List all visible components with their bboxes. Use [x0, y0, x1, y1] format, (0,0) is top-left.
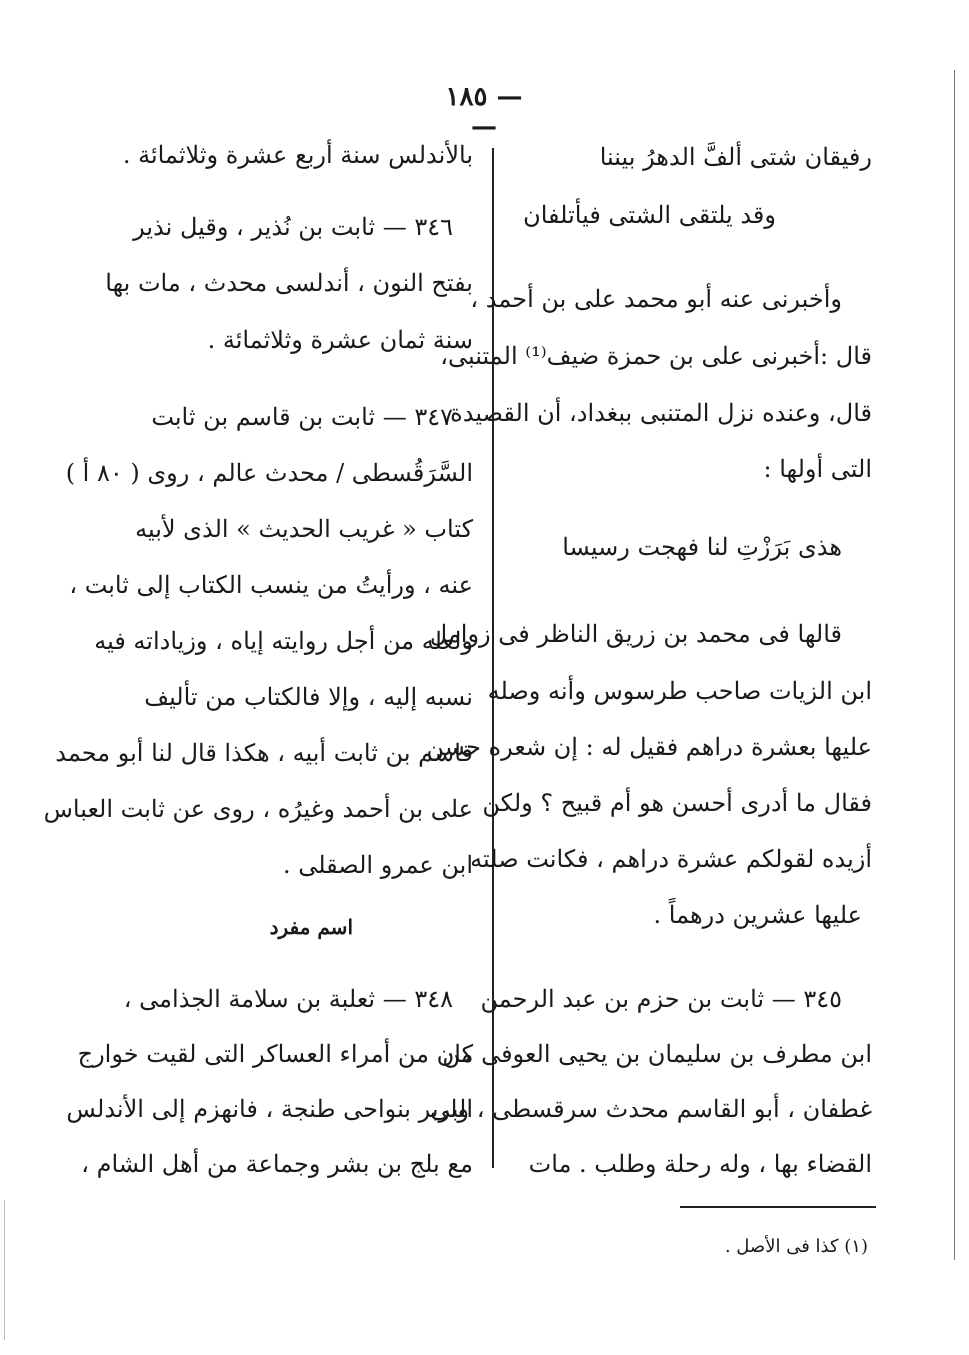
entry-heading-line: ٣٤٥ — ثابت بن حزم بن عبد الرحمن	[480, 985, 842, 1013]
text-line: قال :أخبرنى على بن حمزة ضيف⁽¹⁾ المتنبى،	[440, 342, 872, 370]
text-line: عنه ، ورأيتُ من ينسب الكتاب إلى ثابت ،	[69, 571, 473, 599]
entry-heading-line: ٣٤٧ — ثابت بن قاسم بن ثابت	[151, 403, 453, 431]
scan-edge-line	[4, 1200, 5, 1340]
text-line: بالأندلس سنة أربع عشرة وثلاثمائة .	[122, 141, 473, 169]
text-line: على بن أحمد وغيرُه ، روى عن ثابت العباس	[43, 795, 473, 823]
verse-line: هذى بَرَزْتِ لنا فهجت رسيسا	[562, 533, 842, 561]
text-line: ولعله من أجل روايته إياه ، وزياداته فيه	[94, 627, 473, 655]
text-line: فقال ما أدرى أحسن هو أم قبيح ؟ ولكن	[482, 789, 872, 817]
text-line: ابن الزيات صاحب طرسوس وأنه وصله	[487, 677, 872, 705]
scan-edge-line	[954, 70, 955, 1260]
section-heading: اسم مفرد	[269, 915, 353, 939]
entry-heading-line: ٣٤٦ — ثابت بن نُذير ، وقيل نذير	[133, 213, 453, 241]
text-line: نسبه إليه ، وإلا فالكتاب من تأليف	[144, 683, 473, 711]
text-line: قال، وعنده نزل المتنبى ببغداد، أن القصيدة	[450, 399, 872, 427]
text-line: وأخبرنى عنه أبو محمد على بن أحمد ،	[470, 285, 842, 313]
text-line: عليها بعشرة دراهم فقيل له : إن شعره حسن	[426, 733, 872, 761]
text-line: مع بلج بن بشر وجماعة من أهل الشام ،	[81, 1150, 473, 1178]
text-line: قالها فى محمد بن زريق الناظر فى زوامل	[429, 620, 842, 648]
footnote-rule	[680, 1206, 876, 1208]
page-number: — ١٨٥ —	[445, 82, 523, 142]
text-line: القضاء بها ، وله رحلة وطلب . مات	[528, 1150, 872, 1178]
verse-line: وقد يلتقى الشتى فيأتلفان	[523, 201, 776, 229]
verse-line: رفيقان شتى ألفَّ الدهرُ بيننا	[599, 143, 872, 171]
text-line: ابن مطرف بن سليمان بن يحيى العوفى من	[442, 1040, 872, 1068]
text-line: غطفان ، أبو القاسم محدث سرقسطى ، ولى	[430, 1095, 872, 1123]
text-line: السَّرَقُسطى / محدث عالم ، روى ( ٨٠ أ )	[65, 459, 473, 487]
text-line: ابن عمرو الصقلى .	[282, 851, 473, 879]
text-line: سنة ثمان عشرة وثلاثمائة .	[207, 326, 473, 354]
text-line: التى أولها :	[763, 455, 872, 483]
text-line: قاسم بن ثابت أبيه ، هكذا قال لنا أبو محمد	[55, 739, 473, 767]
text-line: بفتح النون ، أندلسى محدث ، مات بها	[105, 269, 473, 297]
footnote: (١) كذا فى الأصل .	[724, 1236, 868, 1257]
text-line: عليها عشرين درهماً .	[653, 901, 862, 929]
text-line: كان من أمراء العساكر التى لقيت خوارج	[77, 1040, 473, 1068]
entry-heading-line: ٣٤٨ — ثعلبة بن سلامة الجذامى ،	[123, 985, 453, 1013]
text-line: أزيده لقولكم عشرة دراهم ، فكانت صلته	[470, 845, 872, 873]
text-line: كتاب « غريب الحديث » الذى لأبيه	[135, 515, 473, 543]
text-line: البربر بنواحى طنجة ، فانهزم إلى الأندلس	[66, 1095, 473, 1123]
